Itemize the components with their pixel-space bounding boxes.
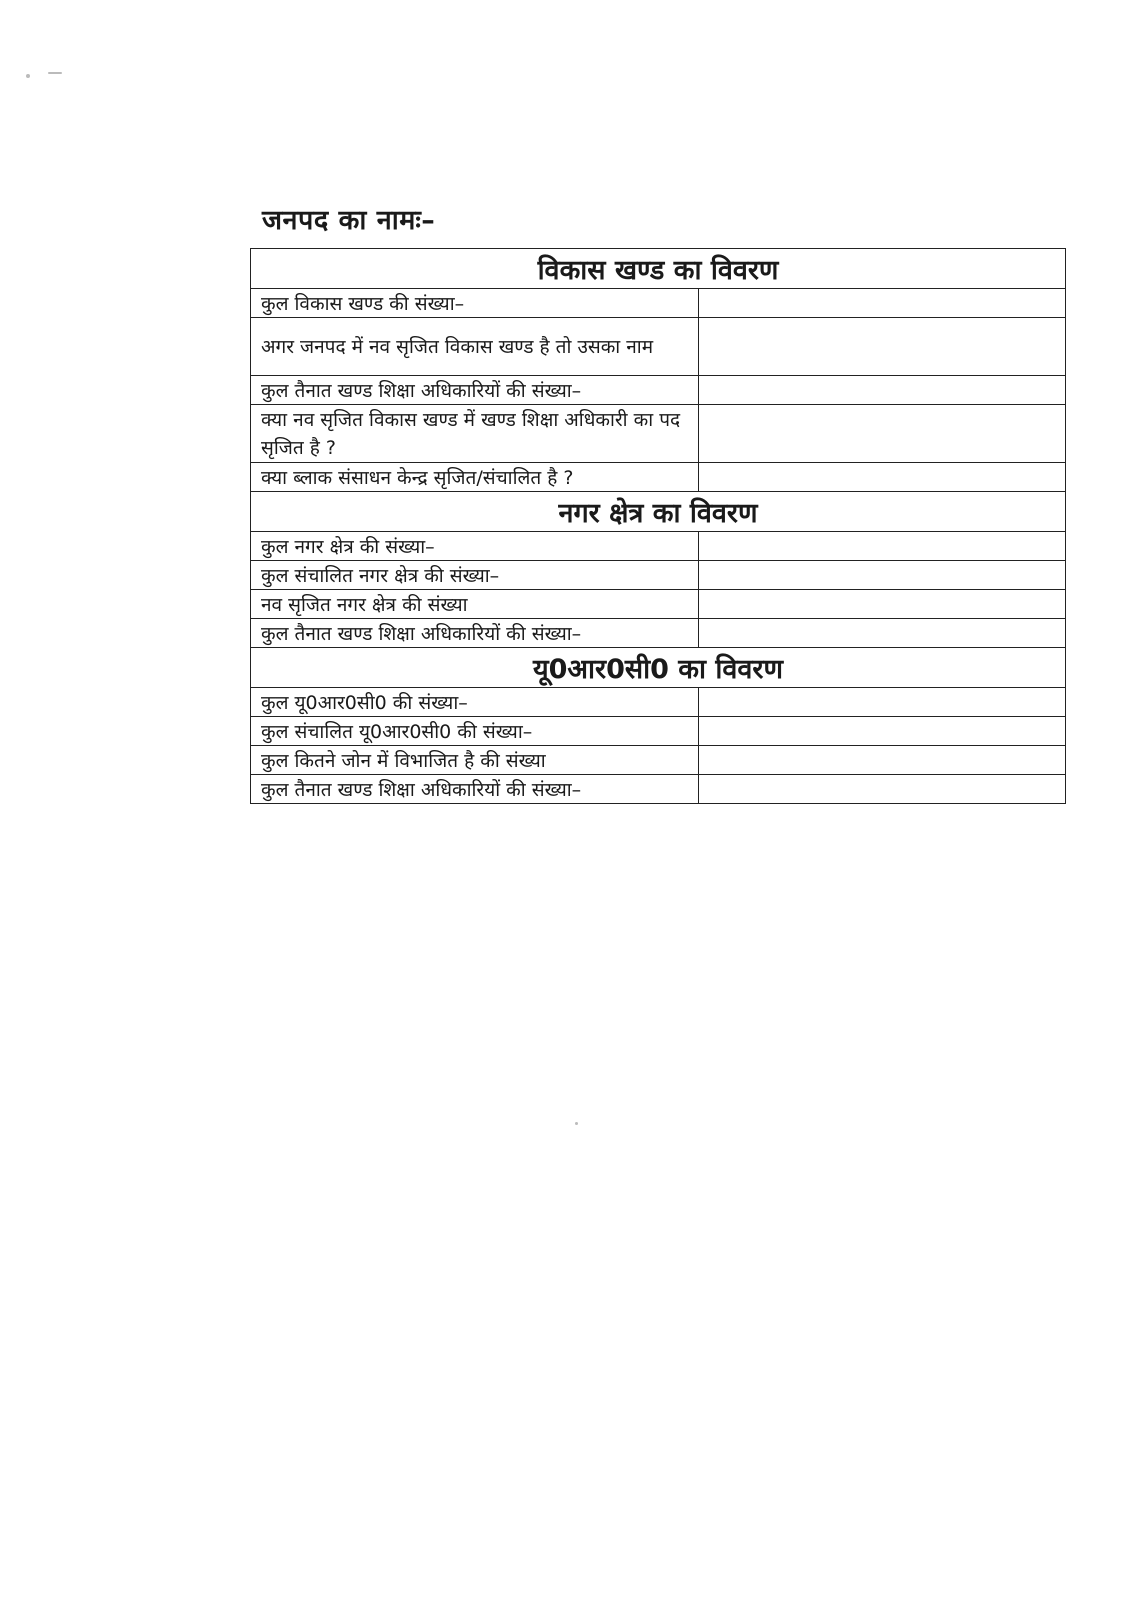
section-header-development-block: [251, 249, 1066, 289]
section-heading: विकास खण्ड का विवरण: [251, 249, 1066, 289]
row-label: कुल नगर क्षेत्र की संख्या–: [251, 532, 699, 561]
row-label: क्या ब्लाक संसाधन केन्द्र सृजित/संचालित है ?: [251, 463, 699, 492]
value-cell[interactable]: [699, 289, 1066, 318]
table-row: [251, 590, 1066, 619]
table-row: [251, 405, 1066, 463]
value-cell[interactable]: [699, 590, 1066, 619]
value-cell[interactable]: [699, 532, 1066, 561]
value-cell[interactable]: [699, 746, 1066, 775]
value-cell[interactable]: [699, 463, 1066, 492]
row-label: क्या नव सृजित विकास खण्ड में खण्ड शिक्षा अधिकारी का पद सृजित है ?: [251, 405, 699, 463]
section-heading: नगर क्षेत्र का विवरण: [251, 492, 1066, 532]
scan-speck: [48, 72, 62, 74]
table-row: [251, 688, 1066, 717]
section-header-urban-area: [251, 492, 1066, 532]
table-row: [251, 619, 1066, 648]
table-row: [251, 289, 1066, 318]
value-cell[interactable]: [699, 405, 1066, 463]
district-name-label: जनपद का नामः–: [262, 205, 436, 236]
section-header-urc: [251, 648, 1066, 688]
table-row: [251, 532, 1066, 561]
scan-speck: [26, 74, 30, 78]
table-row: [251, 717, 1066, 746]
table-row: [251, 775, 1066, 804]
row-label: कुल संचालित यू0आर0सी0 की संख्या–: [251, 717, 699, 746]
table-row: [251, 376, 1066, 405]
row-label: कुल यू0आर0सी0 की संख्या–: [251, 688, 699, 717]
value-cell[interactable]: [699, 561, 1066, 590]
table-row: [251, 746, 1066, 775]
section-heading: यू0आर0सी0 का विवरण: [251, 648, 1066, 688]
row-label: कुल तैनात खण्ड शिक्षा अधिकारियों की संख्या–: [251, 775, 699, 804]
scan-speck: [575, 1122, 578, 1125]
row-label: कुल कितने जोन में विभाजित है की संख्या: [251, 746, 699, 775]
row-label: नव सृजित नगर क्षेत्र की संख्या: [251, 590, 699, 619]
table-row: [251, 561, 1066, 590]
row-label: कुल संचालित नगर क्षेत्र की संख्या–: [251, 561, 699, 590]
value-cell[interactable]: [699, 318, 1066, 376]
value-cell[interactable]: [699, 688, 1066, 717]
value-cell[interactable]: [699, 619, 1066, 648]
table-row: [251, 463, 1066, 492]
row-label: अगर जनपद में नव सृजित विकास खण्ड है तो उसका नाम: [251, 318, 699, 376]
value-cell[interactable]: [699, 376, 1066, 405]
value-cell[interactable]: [699, 717, 1066, 746]
table-row: [251, 318, 1066, 376]
row-label: कुल विकास खण्ड की संख्या–: [251, 289, 699, 318]
row-label: कुल तैनात खण्ड शिक्षा अधिकारियों की संख्या–: [251, 619, 699, 648]
value-cell[interactable]: [699, 775, 1066, 804]
row-label: कुल तैनात खण्ड शिक्षा अधिकारियों की संख्या–: [251, 376, 699, 405]
details-form-table: [250, 248, 1066, 804]
